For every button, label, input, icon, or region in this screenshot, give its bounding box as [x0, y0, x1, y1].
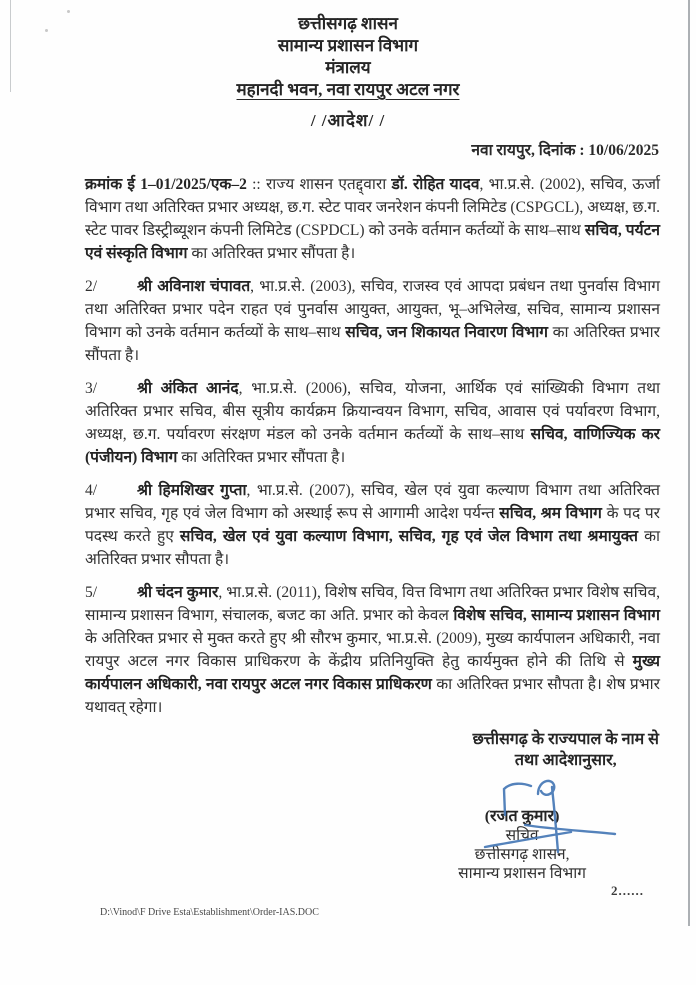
paragraph-text: श्री चंदन कुमार, भा.प्र.से. (2011), विशेष सचिव, वित्त विभाग तथा अतिरिक्त प्रभार विशेष सचिव, सामान्य प्रशासन विभाग, संचालक, बजट का अति. प्रभार को केवल विशेष सचिव, सामान्य प्रशासन विभाग के अतिरिक्त प्रभार से मुक्त करते हुए श्री सौरभ कुमार, भा.प्र.से. (2009), मुख्य कार्यपालन अधिकारी, नवा रायपुर अटल नगर विकास प्राधिकरण के केंद्रीय प्रतिनियुक्ति हेतु कार्यमुक्त होने की तिथि से मुख्य कार्यपालन अधिकारी, नवा रायपुर अटल नगर विकास प्राधिकरण का अतिरिक्त प्रभार सौपता है। शेष प्रभार यथावत् रहेगा। — [85, 584, 661, 716]
date-line: नवा रायपुर, दिनांक : 10/06/2025 — [471, 142, 659, 159]
signatory-org-line-1: छत्तीसगढ़ शासन, — [474, 846, 570, 863]
paragraph-number: 2/ — [85, 278, 98, 295]
order-body — [85, 173, 660, 719]
order-paragraph-2 — [85, 275, 660, 367]
signatory-designation: सचिव — [505, 827, 539, 844]
file-path-footer: D:\Vinod\F Drive Esta\Establishment\Order-IAS.DOC — [100, 907, 319, 918]
order-paragraph-3 — [85, 377, 660, 469]
closing-authority — [473, 729, 659, 771]
order-paragraph-5 — [85, 581, 660, 719]
paragraph-text: श्री अविनाश चंपावत, भा.प्र.से. (2003), सचिव, राजस्व एवं आपदा प्रबंधन तथा पुनर्वास विभाग तथा अतिरिक्त प्रभार पदेन राहत एवं पुनर्वास आयुक्त, आयुक्त, भू–अभिलेख, सचिव, सामान्य प्रशासन विभाग को उनके वर्तमान कर्तव्यों के साथ–साथ सचिव, जन शिकायत निवारण विभाग का अतिरिक्त प्रभार सौंपता है। — [85, 278, 660, 364]
closing-line-1: छत्तीसगढ़ के राज्यपाल के नाम से — [472, 731, 659, 748]
paragraph-number: 4/ — [85, 482, 98, 499]
scan-speck — [45, 29, 48, 32]
paragraph-text: क्रमांक ई 1–01/2025/एक–2 :: राज्य शासन एतद्द्वारा डॉ. रोहित यादव, भा.प्र.से. (2002), सचिव, ऊर्जा विभाग तथा अतिरिक्त प्रभार अध्यक्ष, छ.ग. स्टेट पावर जनरेशन कंपनी लिमिटेड (CSPGCL), अध्यक्ष, छ.ग. स्टेट पावर डिस्ट्रीब्यूशन कंपनी लिमिटेड (CSPDCL) को उनके वर्तमान कर्तव्यों के साथ–साथ सचिव, पर्यटन एवं संस्कृति विभाग का अतिरिक्त प्रभार सौंपता है। — [85, 176, 660, 262]
scan-edge-artifact-right — [688, 0, 690, 926]
paragraph-text: श्री हिमशिखर गुप्ता, भा.प्र.से. (2007), सचिव, खेल एवं युवा कल्याण विभाग तथा अतिरिक्त प्रभार सचिव, गृह एवं जेल विभाग को अस्थाई रूप से आगामी आदेश पर्यन्त सचिव, श्रम विभाग के पद पर पदस्थ करते हुए सचिव, खेल एवं युवा कल्याण विभाग, सचिव, गृह एवं जेल विभाग तथा श्रमायुक्त का अतिरिक्त प्रभार सौपता है। — [85, 482, 661, 568]
document-header — [0, 0, 696, 162]
scan-edge-artifact-left — [10, 0, 11, 92]
paragraph-text: श्री अंकित आनंद, भा.प्र.से. (2006), सचिव, योजना, आर्थिक एवं सांख्यिकी विभाग तथा अतिरिक्त प्रभार सचिव, बीस सूत्रीय कार्यक्रम क्रियान्वयन विभाग, सचिव, आवास एवं पर्यावरण विभाग, अध्यक्ष, छ.ग. पर्यावरण संरक्षण मंडल को उनके वर्तमान कर्तव्यों के साथ–साथ सचिव, वाणिज्यिक कर (पंजीयन) विभाग का अतिरिक्त प्रभार सौंपता है। — [85, 380, 660, 466]
signatory-org-line-2: सामान्य प्रशासन विभाग — [458, 865, 586, 882]
signatory-name: (रजत कुमार) — [484, 808, 560, 825]
ministry-name: मंत्रालय — [325, 58, 371, 77]
government-name: छत्तीसगढ़ शासन — [298, 14, 398, 33]
order-paragraph-1 — [85, 173, 660, 265]
scan-speck — [67, 10, 70, 13]
signature-block — [458, 807, 586, 883]
address-line: महानदी भवन, नवा रायपुर अटल नगर — [236, 80, 460, 99]
paragraph-number: 3/ — [85, 380, 98, 397]
order-paragraph-4 — [85, 479, 660, 571]
closing-line-2: तथा आदेशानुसार, — [514, 752, 617, 769]
order-title: / /आदेश/ / — [310, 111, 386, 130]
department-name: सामान्य प्रशासन विभाग — [277, 36, 419, 55]
paragraph-number: 5/ — [85, 584, 98, 601]
page-number: 2...... — [611, 883, 644, 898]
